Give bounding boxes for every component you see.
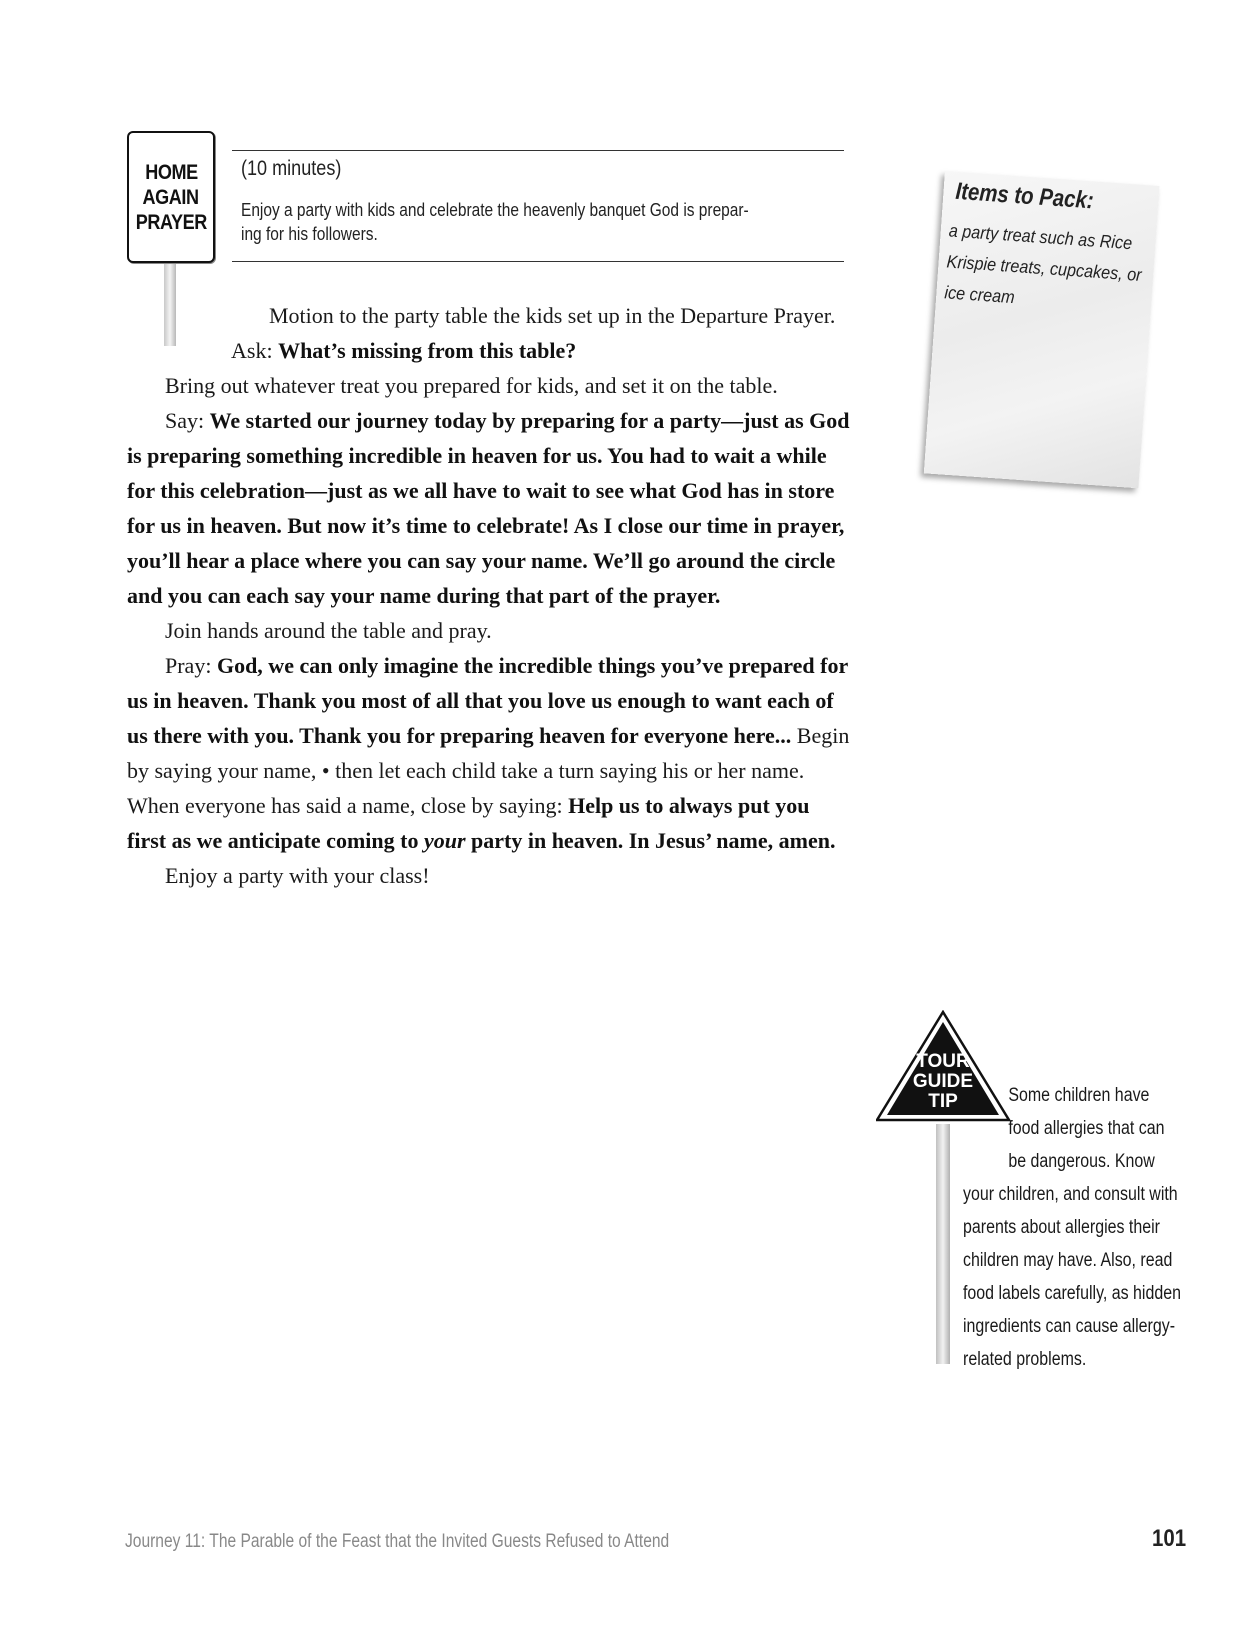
- items-to-pack-title: Items to Pack:: [954, 177, 1095, 215]
- tip-line-9: related problems.: [963, 1349, 1087, 1370]
- closing-script-part-2: party in heaven. In Jesus’ name, amen.: [465, 828, 836, 853]
- tip-line-5: parents about allergies their: [963, 1217, 1160, 1238]
- items-to-pack-note: [924, 171, 1160, 488]
- summary-line-2: ing for his followers.: [241, 224, 378, 244]
- items-to-pack-list: [943, 215, 1147, 322]
- tip-line-7: food labels carefully, as hidden: [963, 1283, 1181, 1304]
- tip-line-1: Some children have: [1008, 1085, 1150, 1106]
- lesson-body: [127, 298, 852, 893]
- footer-journey-title: Journey 11: The Parable of the Feast that the Invited Guests Refused to Attend: [125, 1531, 670, 1552]
- home-again-prayer-sign: [127, 131, 215, 263]
- sign-line-again: AGAIN: [142, 185, 200, 209]
- tip-sign-line-2: GUIDE: [912, 1071, 974, 1092]
- tip-sign-line-3: TIP: [928, 1091, 958, 1112]
- closing-script-part-1: Help us to always put you first as we anticipate coming to: [127, 793, 810, 853]
- prayer-instruction: Begin by saying your name, • then let each child take a turn saying his or her name. When everyone has said a name, close by saying:: [127, 723, 850, 818]
- sign-line-home: HOME: [144, 160, 198, 184]
- sign-line-prayer: PRAYER: [135, 210, 207, 234]
- bring-paragraph: Bring out whatever treat you prepared for kids, and set it on the table.: [165, 373, 778, 398]
- items-line-3: ice cream: [943, 282, 1016, 308]
- summary-line-1: Enjoy a party with kids and celebrate the heavenly banquet God is prepar-: [241, 200, 749, 220]
- enjoy-paragraph: Enjoy a party with your class!: [165, 863, 430, 888]
- items-line-1: a party treat such as Rice: [948, 220, 1133, 254]
- motion-paragraph: Motion to the party table the kids set up in the Departure Prayer.: [269, 303, 836, 328]
- tip-line-6: children may have. Also, read: [963, 1250, 1173, 1271]
- ask-paragraph: [127, 333, 852, 368]
- tip-line-2: food allergies that can: [1008, 1118, 1165, 1139]
- items-line-2: Krispie treats, cupcakes, or: [946, 251, 1143, 285]
- duration-label: (10 minutes): [241, 157, 342, 180]
- pray-paragraph: [127, 648, 852, 858]
- prayer-script: God, we can only imagine the incredible things you’ve prepared for us in heaven. Thank you most of all that you love us enough to want each of us there with you. Thank you for preparing heaven for everyone here...: [127, 653, 848, 748]
- pray-label: Pray:: [165, 653, 217, 678]
- tip-line-8: ingredients can cause allergy-: [963, 1316, 1176, 1337]
- activity-summary: [241, 198, 834, 246]
- tour-guide-tip-text: [963, 1079, 1213, 1376]
- ask-question: What’s missing from this table?: [278, 338, 577, 363]
- tip-post: [936, 1124, 950, 1364]
- say-paragraph: [127, 403, 852, 613]
- say-script: We started our journey today by preparing for a party—just as God is preparing something incredible in heaven for us. You had to wait a while for this celebration—just as we all have to wait to see what God has in store for us in heaven. But now it’s time to celebrate! As I close our time in prayer, you’ll hear a place where you can say your name. We’ll go around the circle and you can each say your name during that part of the prayer.: [127, 408, 850, 608]
- tip-sign-line-1: TOUR: [916, 1051, 970, 1072]
- page-number: 101: [1151, 1525, 1186, 1552]
- say-label: Say:: [165, 408, 210, 433]
- closing-script-italic: your: [423, 828, 466, 853]
- intro-box: [232, 150, 844, 262]
- tip-line-4: your children, and consult with: [963, 1184, 1178, 1205]
- tip-line-3: be dangerous. Know: [1008, 1151, 1155, 1172]
- ask-label: Ask:: [231, 338, 279, 363]
- join-paragraph: Join hands around the table and pray.: [165, 618, 492, 643]
